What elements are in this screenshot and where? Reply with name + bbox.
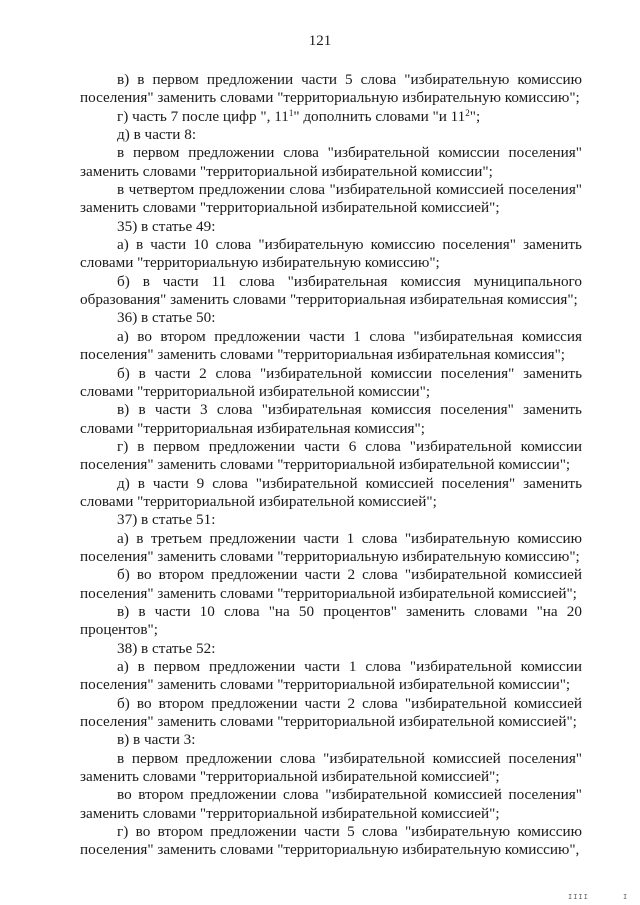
paragraph: 36) в статье 50:: [117, 309, 216, 327]
paragraph: в) в части 10 слова "на 50 процентов" заменить словами "на 20 процентов";: [80, 602, 582, 639]
paragraph: в первом предложении слова "избирательной комиссией поселения" заменить словами "территориальной избирательной комиссией";: [80, 749, 582, 786]
document-body: [80, 71, 582, 860]
paragraph: 38) в статье 52:: [117, 639, 216, 657]
paragraph: во втором предложении слова "избирательной комиссией поселения" заменить словами "территориальной избирательной комиссией";: [80, 786, 582, 822]
paragraph: б) в части 11 слова "избирательная комиссия муниципального образования" заменить словами "территориальная избирательная комиссия";: [80, 272, 582, 309]
paragraph: д) в части 8:: [117, 126, 197, 144]
paragraph: б) в части 2 слова "избирательной комиссии поселения" заменить словами "территориальной избирательной комиссии";: [80, 364, 582, 400]
page-number: 121: [308, 33, 332, 49]
paragraph: г) в первом предложении части 6 слова "избирательной комиссии поселения" заменить словами "территориальной избирательной комиссии";: [80, 437, 582, 474]
paragraph-text: " дополнить словами "и 11: [293, 107, 466, 125]
paragraph: д) в части 9 слова "избирательной комиссией поселения" заменить словами "территориальной избирательной комиссией";: [80, 474, 582, 510]
paragraph: в) в первом предложении части 5 слова "избирательную комиссию поселения" заменить словами "территориальную избирательную комиссию";: [80, 71, 582, 107]
paragraph: г) во втором предложении части 5 слова "избирательную комиссию поселения" заменить словами "территориальную избирательную комиссию",: [80, 823, 582, 859]
paragraph: б) во втором предложении части 2 слова "избирательной комиссией поселения" заменить словами "территориальной избирательной комиссией";: [80, 694, 582, 731]
paragraph: в четвертом предложении слова "избирательной комиссией поселения" заменить словами "территориальной избирательной комиссией";: [80, 181, 582, 217]
paragraph: [80, 108, 582, 126]
superscript: 1: [288, 107, 294, 118]
paragraph: в) в части 3:: [117, 731, 196, 749]
paragraph: а) в первом предложении части 1 слова "избирательной комиссии поселения" заменить словами "территориальной избирательной комиссии";: [80, 658, 582, 694]
footer-mark: IIII: [568, 893, 589, 901]
paragraph: а) во втором предложении части 1 слова "избирательная комиссия поселения" заменить словами "территориальная избирательная комиссия";: [80, 327, 582, 364]
paragraph: в первом предложении слова "избирательной комиссии поселения" заменить словами "территориальной избирательной комиссии";: [80, 144, 582, 180]
paragraph: в) в части 3 слова "избирательная комиссия поселения" заменить словами "территориальная избирательная комиссия";: [80, 401, 582, 437]
paragraph: а) в третьем предложении части 1 слова "избирательную комиссию поселения" заменить словами "территориальную избирательную комиссию";: [80, 529, 582, 565]
paragraph-text: г) часть 7 после цифр ", 11: [117, 107, 289, 125]
paragraph: 35) в статье 49:: [117, 217, 216, 235]
paragraph: 37) в статье 51:: [117, 511, 216, 529]
footer-dot: I: [623, 893, 628, 901]
paragraph-text: ";: [469, 107, 481, 125]
paragraph: а) в части 10 слова "избирательную комиссию поселения" заменить словами "территориальную избирательную комиссию";: [80, 236, 582, 272]
superscript: 2: [465, 107, 470, 118]
paragraph: б) во втором предложении части 2 слова "избирательной комиссией поселения" заменить словами "территориальной избирательной комиссией";: [80, 566, 582, 602]
